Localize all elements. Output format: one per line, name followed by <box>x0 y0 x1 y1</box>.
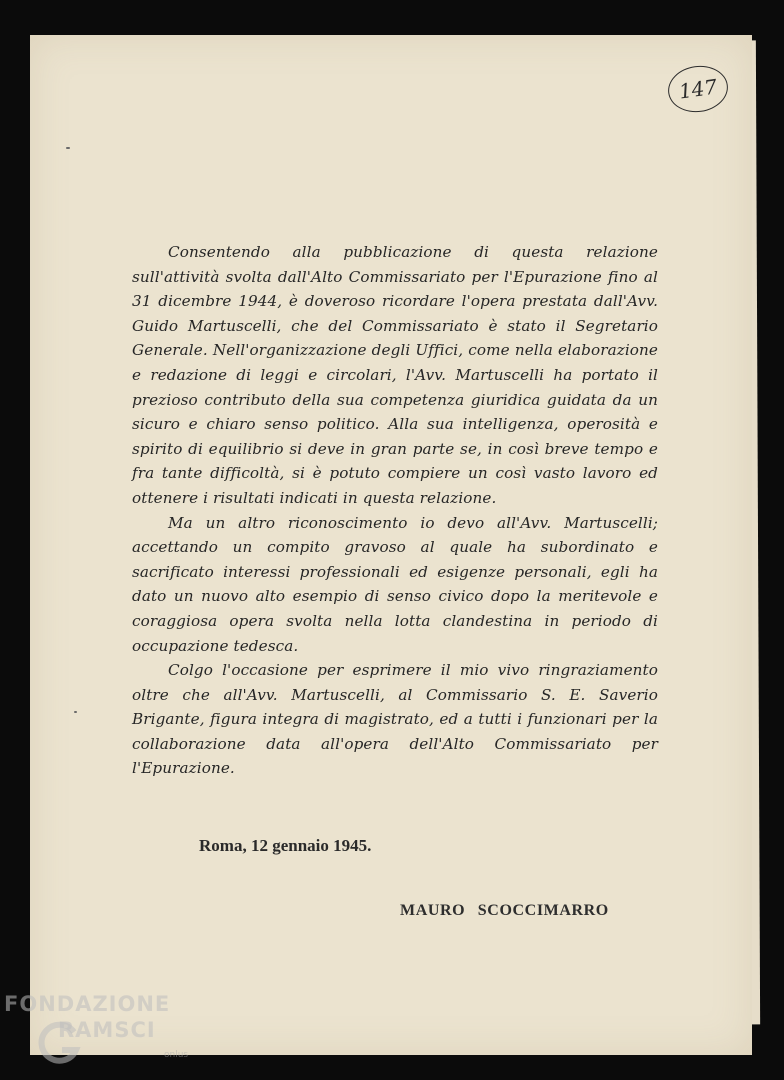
watermark-onlus: onlus <box>164 1050 189 1060</box>
place-date: Roma, 12 gennaio 1945. <box>199 836 372 855</box>
letter-body <box>132 240 658 781</box>
paragraph-2: Ma un altro riconoscimento io devo all'Avv. Martuscelli; accettando un compito gravoso al quale ha subordinato e sacrificato interessi professionali ed esigenze personali, egli ha dato un nuovo alto esempio di senso civico dopo la meritevole e coraggiosa opera svolta nella lotta clandestina in periodo di occupazione tedesca. <box>132 513 658 655</box>
signature: MAURO SCOCCIMARRO <box>400 902 609 919</box>
paragraph-3: Colgo l'occasione per esprimere il mio vivo ringraziamento oltre che all'Avv. Martuscelli, al Commissario S. E. Saverio Brigante, figura integra di magistrato, ed a tutti i funzionari per la collaborazione data all'opera dell'Alto Commissariato per l'Epurazione. <box>132 661 658 778</box>
paragraph-1: Consentendo alla pubblicazione di questa relazione sull'attività svolta dall'Alto Commissariato per l'Epurazione fino al 31 dicembre 1944, è doveroso ricordare l'opera prestata dall'Avv. Guido Martuscelli, che del Commissariato è stato il Segretario Generale. Nell'organizzazione degli Uffici, come nella elaborazione e redazione di leggi e circolari, l'Avv. Martuscelli ha portato il prezioso contributo della sua competenza giuridica guidata da un sicuro e chiaro senso politico. Alla sua intelligenza, operosità e spirito di equilibrio si deve in gran parte se, in così breve tempo e fra tante difficoltà, si è potuto compiere un così vasto lavoro ed ottenere i risultati indicati in questa relazione. <box>132 243 658 507</box>
paper-speck <box>74 711 77 713</box>
watermark-line1: FONDAZIONE <box>4 992 171 1016</box>
page-number: 147 <box>665 62 731 116</box>
watermark-line2: RAMSCI <box>58 1018 156 1042</box>
paper-speck <box>66 147 70 149</box>
fondazione-gramsci-watermark <box>4 992 224 1080</box>
